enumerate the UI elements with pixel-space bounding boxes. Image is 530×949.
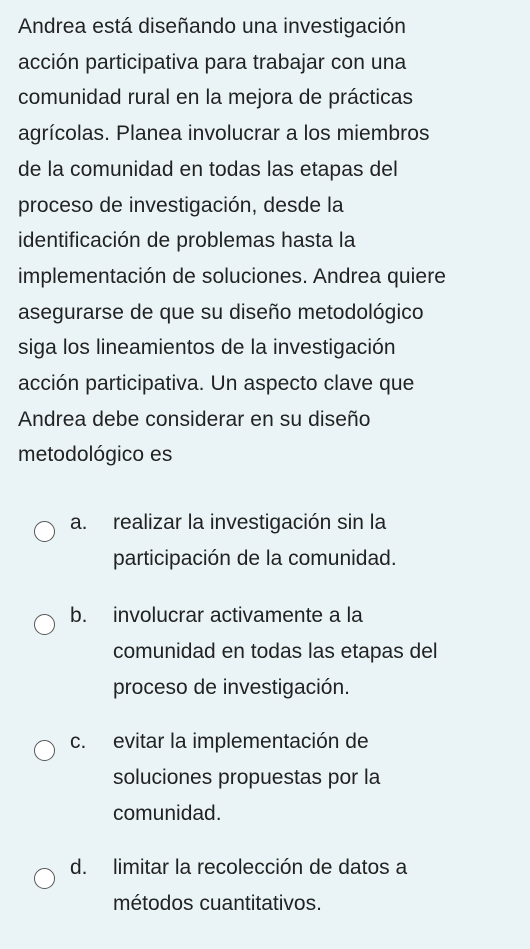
option-a[interactable] [0,505,530,583]
radio-button-icon[interactable] [34,521,55,542]
option-letter: a. [70,511,88,534]
option-c[interactable] [0,724,530,836]
option-text: evitar la implementación de soluciones propuestas por la comunidad. [113,730,381,825]
option-b[interactable] [0,598,530,710]
radio-button-icon[interactable] [34,740,55,761]
option-letter: c. [70,730,87,753]
option-text: realizar la investigación sin la participación de la comunidad. [113,511,397,570]
option-text: limitar la recolección de datos a métodos cuantitativos. [113,856,408,915]
question-text: Andrea está diseñando una investigación acción participativa para trabajar con una comunidad rural en la mejora de prácticas agrícolas. Planea involucrar a los miembros de la comunidad en todas las etapas del proceso de investigación, desde la identificación de problemas hasta la implementación de soluciones. Andrea quiere asegurarse de que su diseño metodológico siga los lineamientos de la investigación acción participativa. Un aspecto clave que Andrea debe considerar en su diseño metodológico es [18,15,447,467]
option-letter: b. [70,604,88,627]
radio-button-icon[interactable] [34,614,55,635]
radio-button-icon[interactable] [34,868,55,889]
option-text: involucrar activamente a la comunidad en todas las etapas del proceso de investigación. [113,604,438,699]
option-letter: d. [70,856,88,879]
option-d[interactable] [0,850,530,928]
